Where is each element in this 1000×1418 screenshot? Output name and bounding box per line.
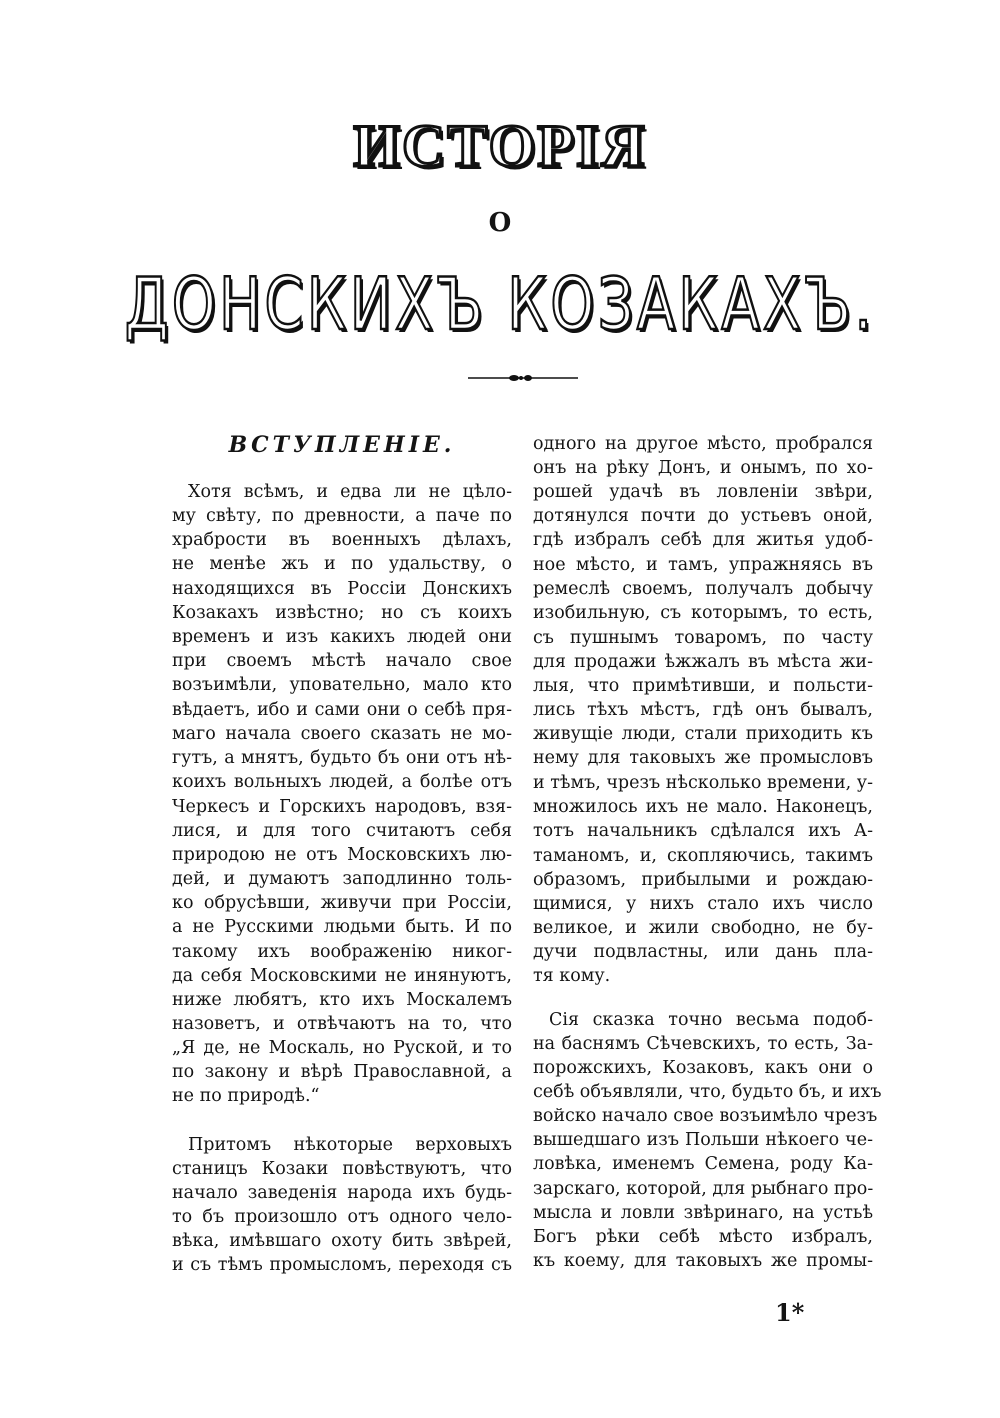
text-line: лися, и для того считаютъ себя — [172, 821, 512, 841]
text-line: ное мѣсто, и тамъ, упражняясь въ — [533, 555, 873, 575]
text-line: вѣка, имѣвшаго охоту бить звѣрей, — [172, 1231, 512, 1251]
ornament-rule — [468, 372, 578, 384]
text-line: для продажи ѣжжалъ въ мѣста жи- — [533, 652, 873, 672]
text-line: гдѣ избралъ себѣ для житья удоб- — [533, 530, 873, 550]
text-line: начало заведенія народа ихъ будь- — [172, 1183, 512, 1203]
text-line: не по природѣ.“ — [172, 1086, 320, 1106]
text-line: лись тѣхъ мѣстъ, гдѣ онъ бывалъ, — [533, 700, 873, 720]
text-line: мысла и ловли звѣринаго, на устьѣ — [533, 1203, 873, 1223]
text-line: и тѣмъ, чрезъ нѣсколько времени, у- — [533, 773, 873, 793]
text-line: съ пушнымъ товаромъ, по часту — [533, 628, 873, 648]
text-line: вышедшаго изъ Польши нѣкоего че- — [533, 1130, 873, 1150]
text-line: то бъ произошло отъ одного чело- — [172, 1207, 512, 1227]
text-line: временъ и изъ какихъ людей они — [172, 627, 512, 647]
text-line: дей, и думаютъ заподлинно толь- — [172, 869, 512, 889]
title-history: ИСТОРІЯ — [353, 113, 647, 179]
text-line: себѣ объявляли, что, будьто бъ, и ихъ — [533, 1082, 882, 1102]
text-line: рошей удачѣ въ ловленіи звѣри, — [533, 482, 873, 502]
text-line: войско начало свое возъимѣло чрезъ — [533, 1106, 878, 1126]
text-line: онъ на рѣку Донъ, и онымъ, по хо- — [533, 458, 873, 478]
text-line: коихъ вольныхъ людей, а болѣе отъ — [172, 772, 512, 792]
text-line: и съ тѣмъ промысломъ, переходя съ — [172, 1255, 512, 1275]
text-line: возъимѣли, уповательно, мало кто — [172, 675, 512, 695]
text-line: нему для таковыхъ же промысловъ — [533, 748, 873, 768]
title-preposition: О — [488, 208, 512, 238]
text-line: тя кому. — [533, 966, 611, 986]
text-line: храбрости въ военныхъ дѣлахъ, — [172, 530, 512, 550]
text-line: находящихся въ Россіи Донскихъ — [172, 579, 512, 599]
text-line: живущіе люди, стали приходить къ — [533, 724, 873, 744]
text-line: множилось ихъ не мало. Наконецъ, — [533, 797, 873, 817]
text-line: дотянулся почти до устьевъ оной, — [533, 506, 873, 526]
text-line: при своемъ мѣстѣ начало свое — [172, 651, 512, 671]
title-don-cossacks: ДОНСКИХЪ КОЗАКАХЪ. — [124, 262, 876, 346]
text-line: природою не отъ Московскихъ лю- — [172, 845, 512, 865]
text-line: Козакахъ извѣстно; но съ коихъ — [172, 603, 512, 623]
text-line: гутъ, а мнятъ, будьто бъ они отъ нѣ- — [172, 748, 512, 768]
text-line: ниже любятъ, кто ихъ Москалемъ — [172, 990, 512, 1010]
text-line: зарскаго, которой, для рыбнаго про- — [533, 1179, 874, 1199]
text-line: маго начала своего сказать не мо- — [172, 724, 512, 744]
text-line: одного на другое мѣсто, пробрался — [533, 434, 873, 454]
text-line: на баснямъ Сѣчевскихъ, то есть, За- — [533, 1034, 873, 1054]
text-line: щимися, у нихъ стало ихъ число — [533, 894, 873, 914]
text-line: Хотя всѣмъ, и едва ли не цѣло- — [188, 482, 512, 502]
text-line: му свѣту, по древности, а паче по — [172, 506, 512, 526]
text-line: а не Русскими людьми быть. И по — [172, 917, 512, 937]
text-line: изобильную, съ которымъ, то есть, — [533, 603, 873, 623]
text-line: не менѣе жъ и по удальству, о — [172, 554, 512, 574]
text-line: такому ихъ воображенію никог- — [172, 942, 512, 962]
text-line: къ коему, для таковыхъ же промы- — [533, 1251, 873, 1271]
text-line: „Я де, не Москаль, но Руской, и то — [172, 1038, 512, 1058]
text-line: Богъ рѣки себѣ мѣсто избралъ, — [533, 1227, 873, 1247]
text-line: дучи подвластны, или дань пла- — [533, 942, 873, 962]
page-signature: 1* — [775, 1298, 805, 1327]
text-line: вѣдаетъ, ибо и сами они о себѣ пря- — [172, 700, 512, 720]
text-line: Черкесъ и Горскихъ народовъ, взя- — [172, 797, 512, 817]
text-line: ловѣка, именемъ Семена, роду Ка- — [533, 1154, 873, 1174]
text-line: порожскихъ, Козаковъ, какъ они о — [533, 1058, 873, 1078]
text-line: Притомъ нѣкоторые верховыхъ — [188, 1135, 512, 1155]
section-heading: ВСТУПЛЕНІЕ. — [228, 432, 456, 458]
text-line: назоветъ, и отвѣчаютъ на то, что — [172, 1014, 512, 1034]
text-line: великое, и жили свободно, не бу- — [533, 918, 873, 938]
text-line: лыя, что примѣтивши, и польсти- — [533, 676, 873, 696]
text-line: ко обрусѣвши, живучи при Россіи, — [172, 893, 512, 913]
text-line: таманомъ, и, скопляючись, такимъ — [533, 846, 873, 866]
text-line: станицъ Козаки повѣствуютъ, что — [172, 1159, 512, 1179]
text-line: образомъ, прибылыми и рождаю- — [533, 870, 873, 890]
text-line: ремеслѣ своемъ, получалъ добычу — [533, 579, 873, 599]
text-line: по закону и вѣрѣ Православной, а — [172, 1062, 512, 1082]
text-line: тотъ начальникъ сдѣлался ихъ А- — [533, 821, 873, 841]
text-line: да себя Московскими не инянуютъ, — [172, 966, 512, 986]
text-line: Сія сказка точно весьма подоб- — [549, 1010, 873, 1030]
